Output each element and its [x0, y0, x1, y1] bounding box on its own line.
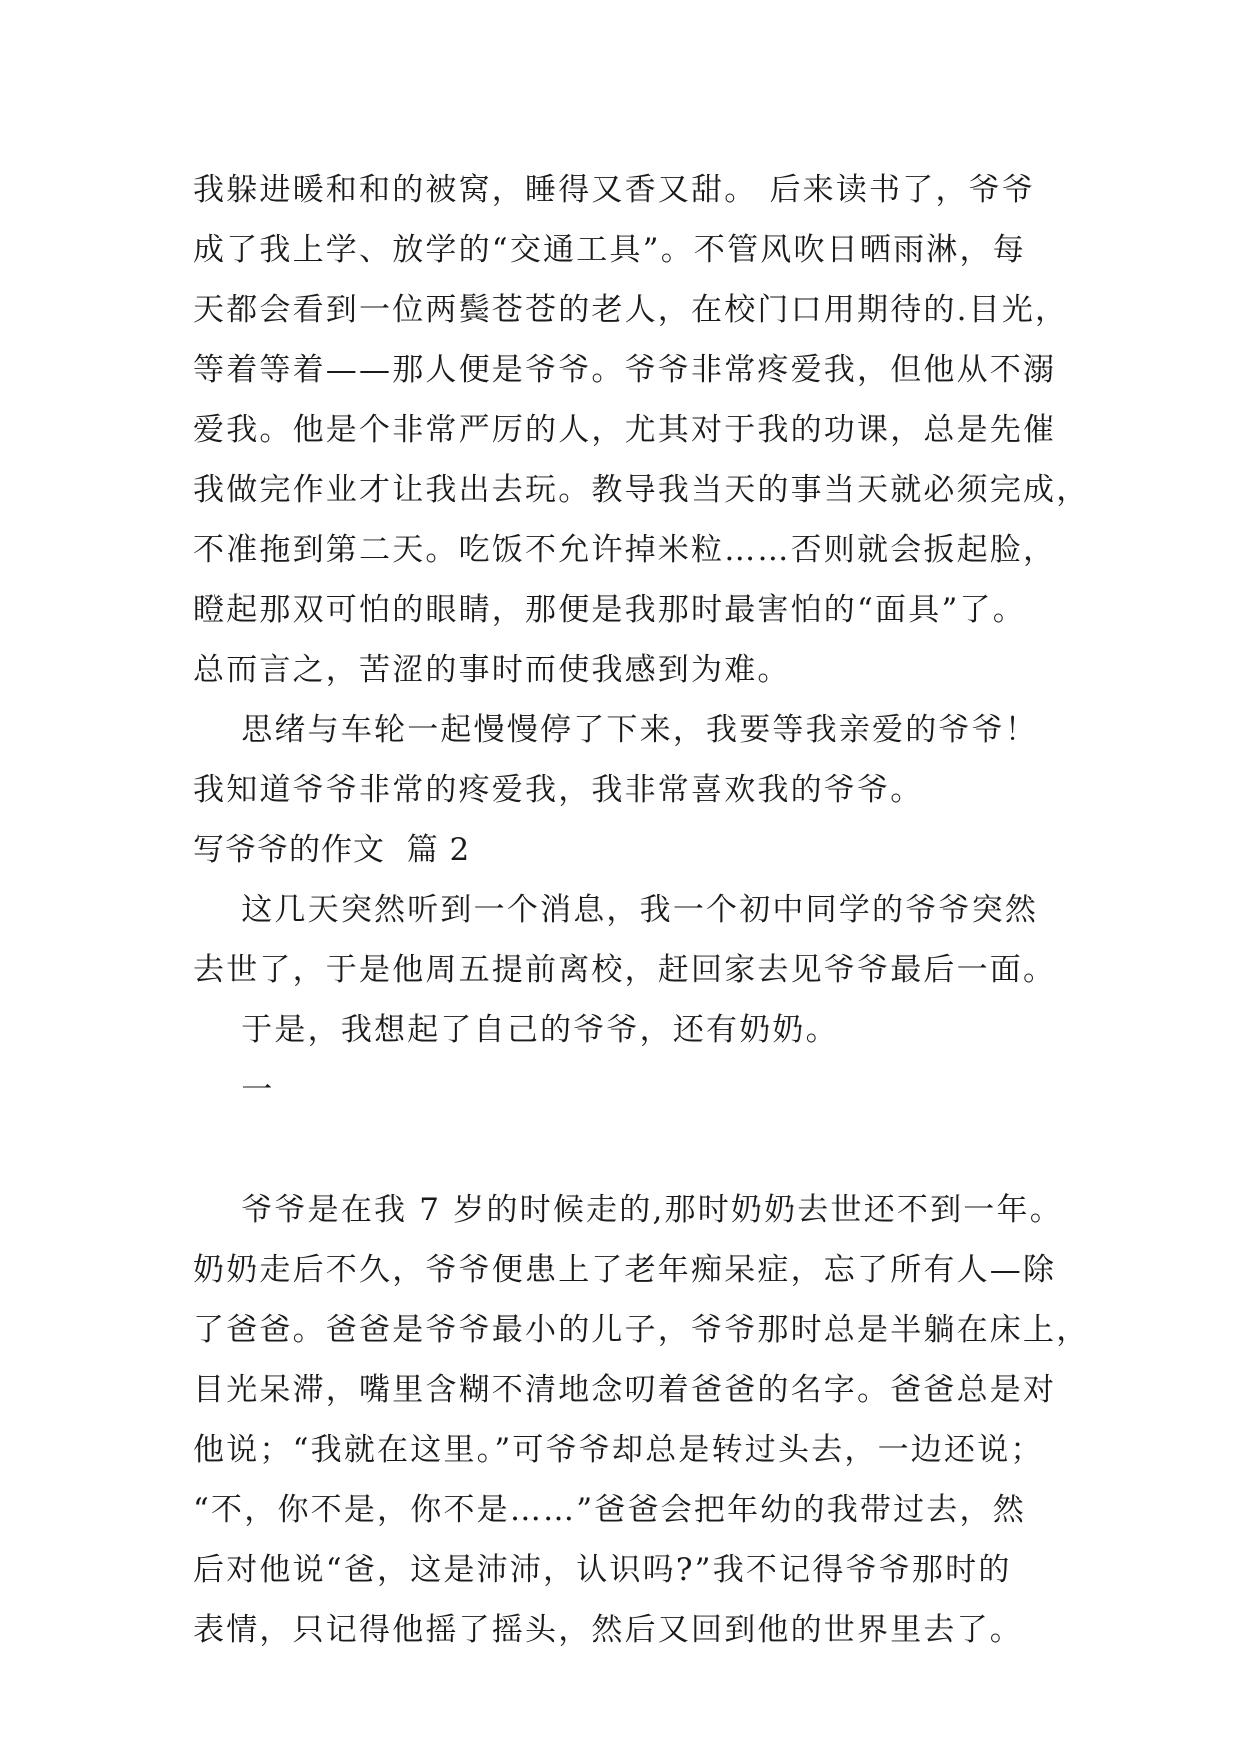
text-line: 这几天突然听到一个消息，我一个初中同学的爷爷突然	[193, 892, 1039, 928]
document-page	[193, 160, 1090, 1660]
text-line: 去世了，于是他周五提前离校，赶回家去见爷爷最后一面。	[193, 952, 1057, 988]
text-line: 了爸爸。爸爸是爷爷最小的儿子，爷爷那时总是半躺在床上，	[193, 1312, 1090, 1348]
text-line: 成了我上学、放学的“交通工具”。不管风吹日晒雨淋，每	[193, 232, 1026, 268]
text-line: 一	[193, 1072, 275, 1108]
text-line: 后对他说“爸，这是沛沛，认识吗?”我不记得爷爷那时的	[193, 1552, 1012, 1588]
text-line: 我知道爷爷非常的疼爱我，我非常喜欢我的爷爷。	[193, 772, 924, 808]
text-line: 总而言之，苦涩的事时而使我感到为难。	[193, 652, 791, 688]
text-line: 思绪与车轮一起慢慢停了下来，我要等我亲爱的爷爷！	[193, 712, 1039, 748]
text-line: 爷爷是在我 7 岁的时候走的,那时奶奶去世还不到一年。	[193, 1192, 1063, 1228]
text-line: 瞪起那双可怕的眼睛，那便是我那时最害怕的“面具”了。	[193, 592, 1026, 628]
text-line: 爱我。他是个非常严厉的人，尤其对于我的功课，总是先催	[193, 412, 1057, 448]
text-line: 于是，我想起了自己的爷爷，还有奶奶。	[193, 1012, 839, 1048]
essay-heading: 写爷爷的作文 篇 2	[193, 832, 471, 868]
text-line: 表情，只记得他摇了摇头，然后又回到他的世界里去了。	[193, 1612, 1023, 1648]
section-1	[193, 160, 1090, 820]
text-line: 我躲进暖和和的被窝，睡得又香又甜。 后来读书了，爷爷	[193, 172, 1036, 208]
section-2	[193, 880, 1073, 1120]
text-line: 奶奶走后不久，爷爷便患上了老年痴呆症，忘了所有人—除	[193, 1252, 1057, 1288]
text-line: 天都会看到一位两鬓苍苍的老人，在校门口用期待的.目光，	[193, 292, 1069, 328]
text-line: 目光呆滞，嘴里含糊不清地念叨着爸爸的名字。爸爸总是对	[193, 1372, 1057, 1408]
text-line: 我做完作业才让我出去玩。教导我当天的事当天就必须完成，	[193, 472, 1090, 508]
text-line: 等着等着——那人便是爷爷。爷爷非常疼爱我，但他从不溺	[193, 352, 1057, 388]
paragraph-gap	[193, 1120, 1073, 1180]
text-line: 他说；“我就在这里。”可爷爷却总是转过头去，一边还说；	[193, 1432, 1044, 1468]
section-3	[193, 1180, 1090, 1660]
text-line: 不准拖到第二天。吃饭不允许掉米粒……否则就会扳起脸，	[193, 532, 1057, 568]
text-line: “不，你不是，你不是……”爸爸会把年幼的我带过去，然	[193, 1492, 1026, 1528]
